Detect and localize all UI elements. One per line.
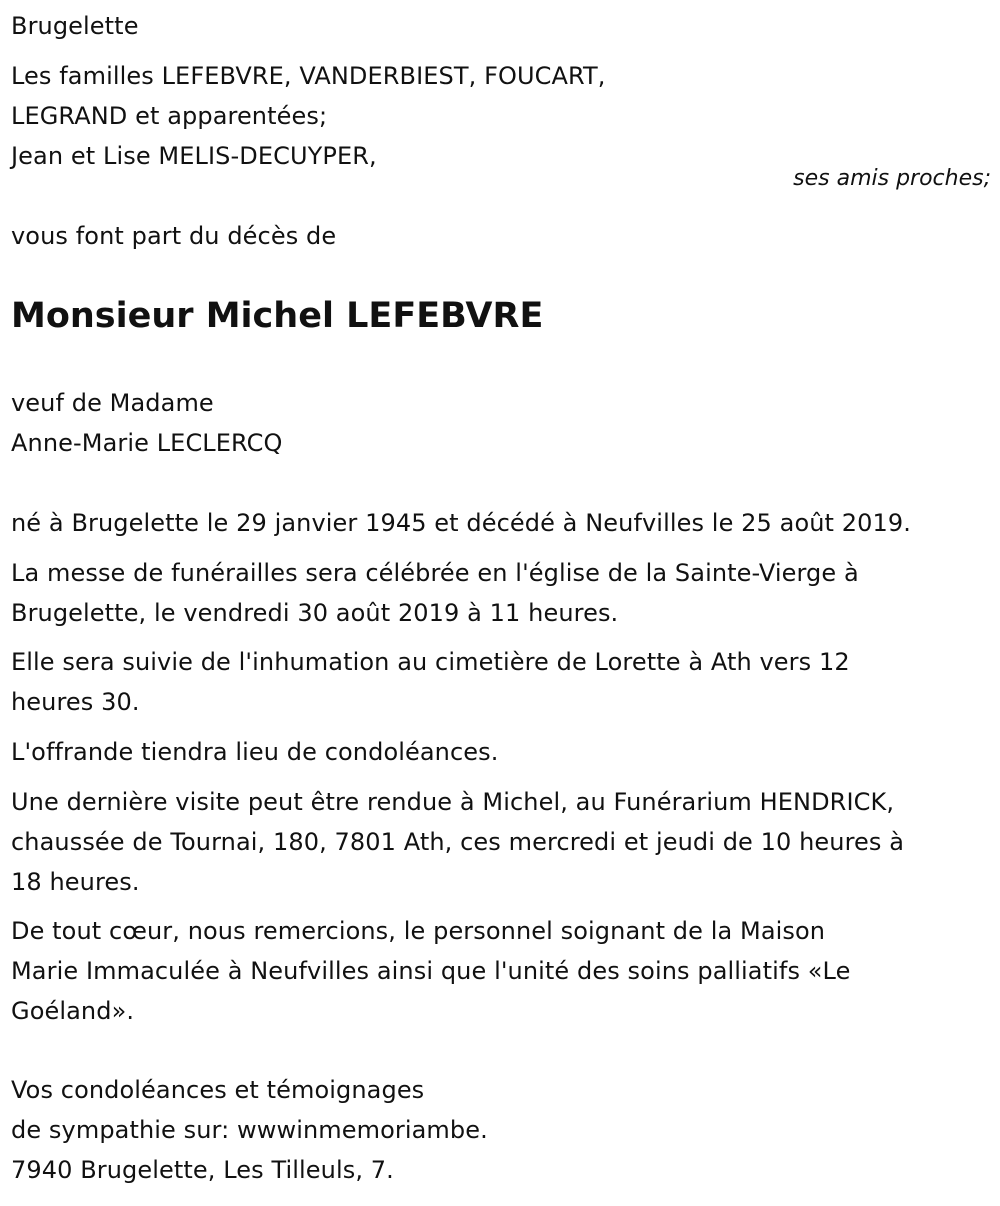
visit-line-2: chaussée de Tournai, 180, 7801 Ath, ces mercredi et jeudi de 10 heures à bbox=[11, 828, 905, 856]
funeral-line-2: Brugelette, le vendredi 30 août 2019 à 11 heures. bbox=[11, 599, 619, 627]
place-heading: Brugelette bbox=[11, 12, 139, 40]
birth-death-line: né à Brugelette le 29 janvier 1945 et décédé à Neufvilles le 25 août 2019. bbox=[11, 509, 911, 537]
thanks-line-1: De tout cœur, nous remercions, le personnel soignant de la Maison bbox=[11, 917, 826, 945]
deceased-name: Monsieur Michel LEFEBVRE bbox=[11, 296, 544, 336]
condolences-line-2: de sympathie sur: wwwinmemoriambe. bbox=[11, 1116, 488, 1144]
friends-line: ses amis proches; bbox=[793, 166, 991, 191]
families-line-2: LEGRAND et apparentées; bbox=[11, 102, 328, 130]
visit-line-3: 18 heures. bbox=[11, 868, 140, 896]
spouse-line-1: veuf de Madame bbox=[11, 389, 214, 417]
burial-line-2: heures 30. bbox=[11, 688, 140, 716]
thanks-line-3: Goéland». bbox=[11, 997, 135, 1025]
spouse-line-2: Anne-Marie LECLERCQ bbox=[11, 429, 283, 457]
announcement-line: vous font part du décès de bbox=[11, 222, 337, 250]
address-line: 7940 Brugelette, Les Tilleuls, 7. bbox=[11, 1156, 394, 1184]
offering-line: L'offrande tiendra lieu de condoléances. bbox=[11, 738, 499, 766]
visit-line-1: Une dernière visite peut être rendue à Michel, au Funérarium HENDRICK, bbox=[11, 788, 895, 816]
burial-line-1: Elle sera suivie de l'inhumation au cimetière de Lorette à Ath vers 12 bbox=[11, 648, 850, 676]
funeral-line-1: La messe de funérailles sera célébrée en l'église de la Sainte-Vierge à bbox=[11, 559, 859, 587]
thanks-line-2: Marie Immaculée à Neufvilles ainsi que l'unité des soins palliatifs «Le bbox=[11, 957, 851, 985]
families-line-3: Jean et Lise MELIS-DECUYPER, bbox=[11, 142, 377, 170]
condolences-line-1: Vos condoléances et témoignages bbox=[11, 1076, 425, 1104]
families-line-1: Les familles LEFEBVRE, VANDERBIEST, FOUCART, bbox=[11, 62, 606, 90]
